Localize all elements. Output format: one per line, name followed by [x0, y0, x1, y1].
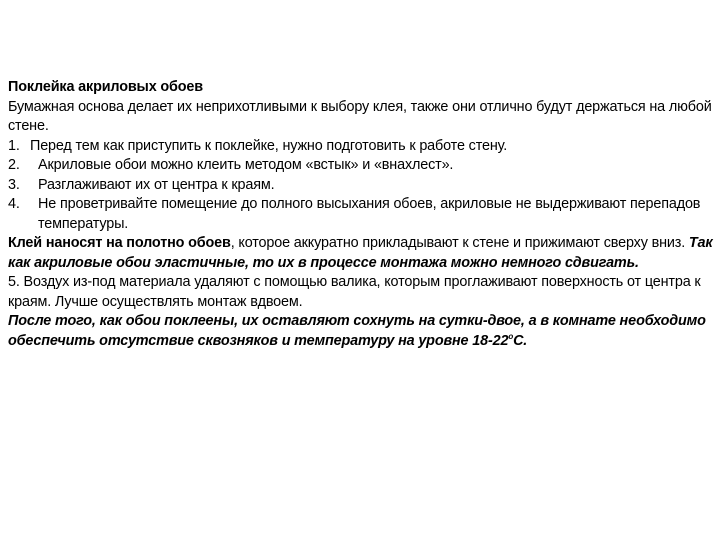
closing-paragraph	[8, 312, 714, 351]
glue-paragraph	[8, 234, 714, 273]
list-number: 1.	[8, 137, 20, 154]
list-text: Не проветривайте помещение до полного высыхания обоев, акриловые не выдерживают перепадов температуры.	[38, 196, 701, 232]
list-item	[8, 195, 714, 234]
list-number: 2.	[8, 157, 20, 173]
document-body	[8, 78, 714, 351]
step5-paragraph: 5. Воздух из-под материала удаляют с помощью валика, которым проглаживают поверхность от центра к краям. Лучше осуществлять монтаж вдвоем.	[8, 274, 701, 310]
list-text: Разглаживают их от центра к краям.	[38, 176, 275, 193]
glue-bold-text: Клей наносят на полотно обоев	[8, 235, 231, 251]
closing-text: После того, как обои поклеены, их оставляют сохнуть на сутки-двое, а в комнате необходимо обеспечить отсутствие сквозняков и температуру на уровне 18-22	[8, 313, 706, 349]
glue-normal-text: , которое аккуратно прикладывают к стене и прижимают сверху вниз.	[230, 235, 689, 251]
list-text: Акриловые обои можно клеить методом «встык» и «внахлест».	[38, 157, 454, 173]
degree-mark: о	[508, 331, 514, 341]
list-number: 4.	[8, 196, 20, 212]
list-item	[8, 176, 714, 196]
glue-emphasis-text: Так как акриловые обои эластичные, то их в процессе монтажа можно немного сдвигать.	[8, 235, 713, 271]
list-number: 3.	[8, 176, 20, 193]
list-item	[8, 156, 714, 176]
list-item	[8, 137, 714, 157]
document-title: Поклейка акриловых обоев	[8, 79, 203, 95]
intro-paragraph: Бумажная основа делает их неприхотливыми к выбору клея, также они отлично будут держаться на любой стене.	[8, 98, 712, 134]
closing-unit: С.	[513, 332, 528, 349]
list-text: Перед тем как приступить к поклейке, нужно подготовить к работе стену.	[30, 137, 508, 154]
